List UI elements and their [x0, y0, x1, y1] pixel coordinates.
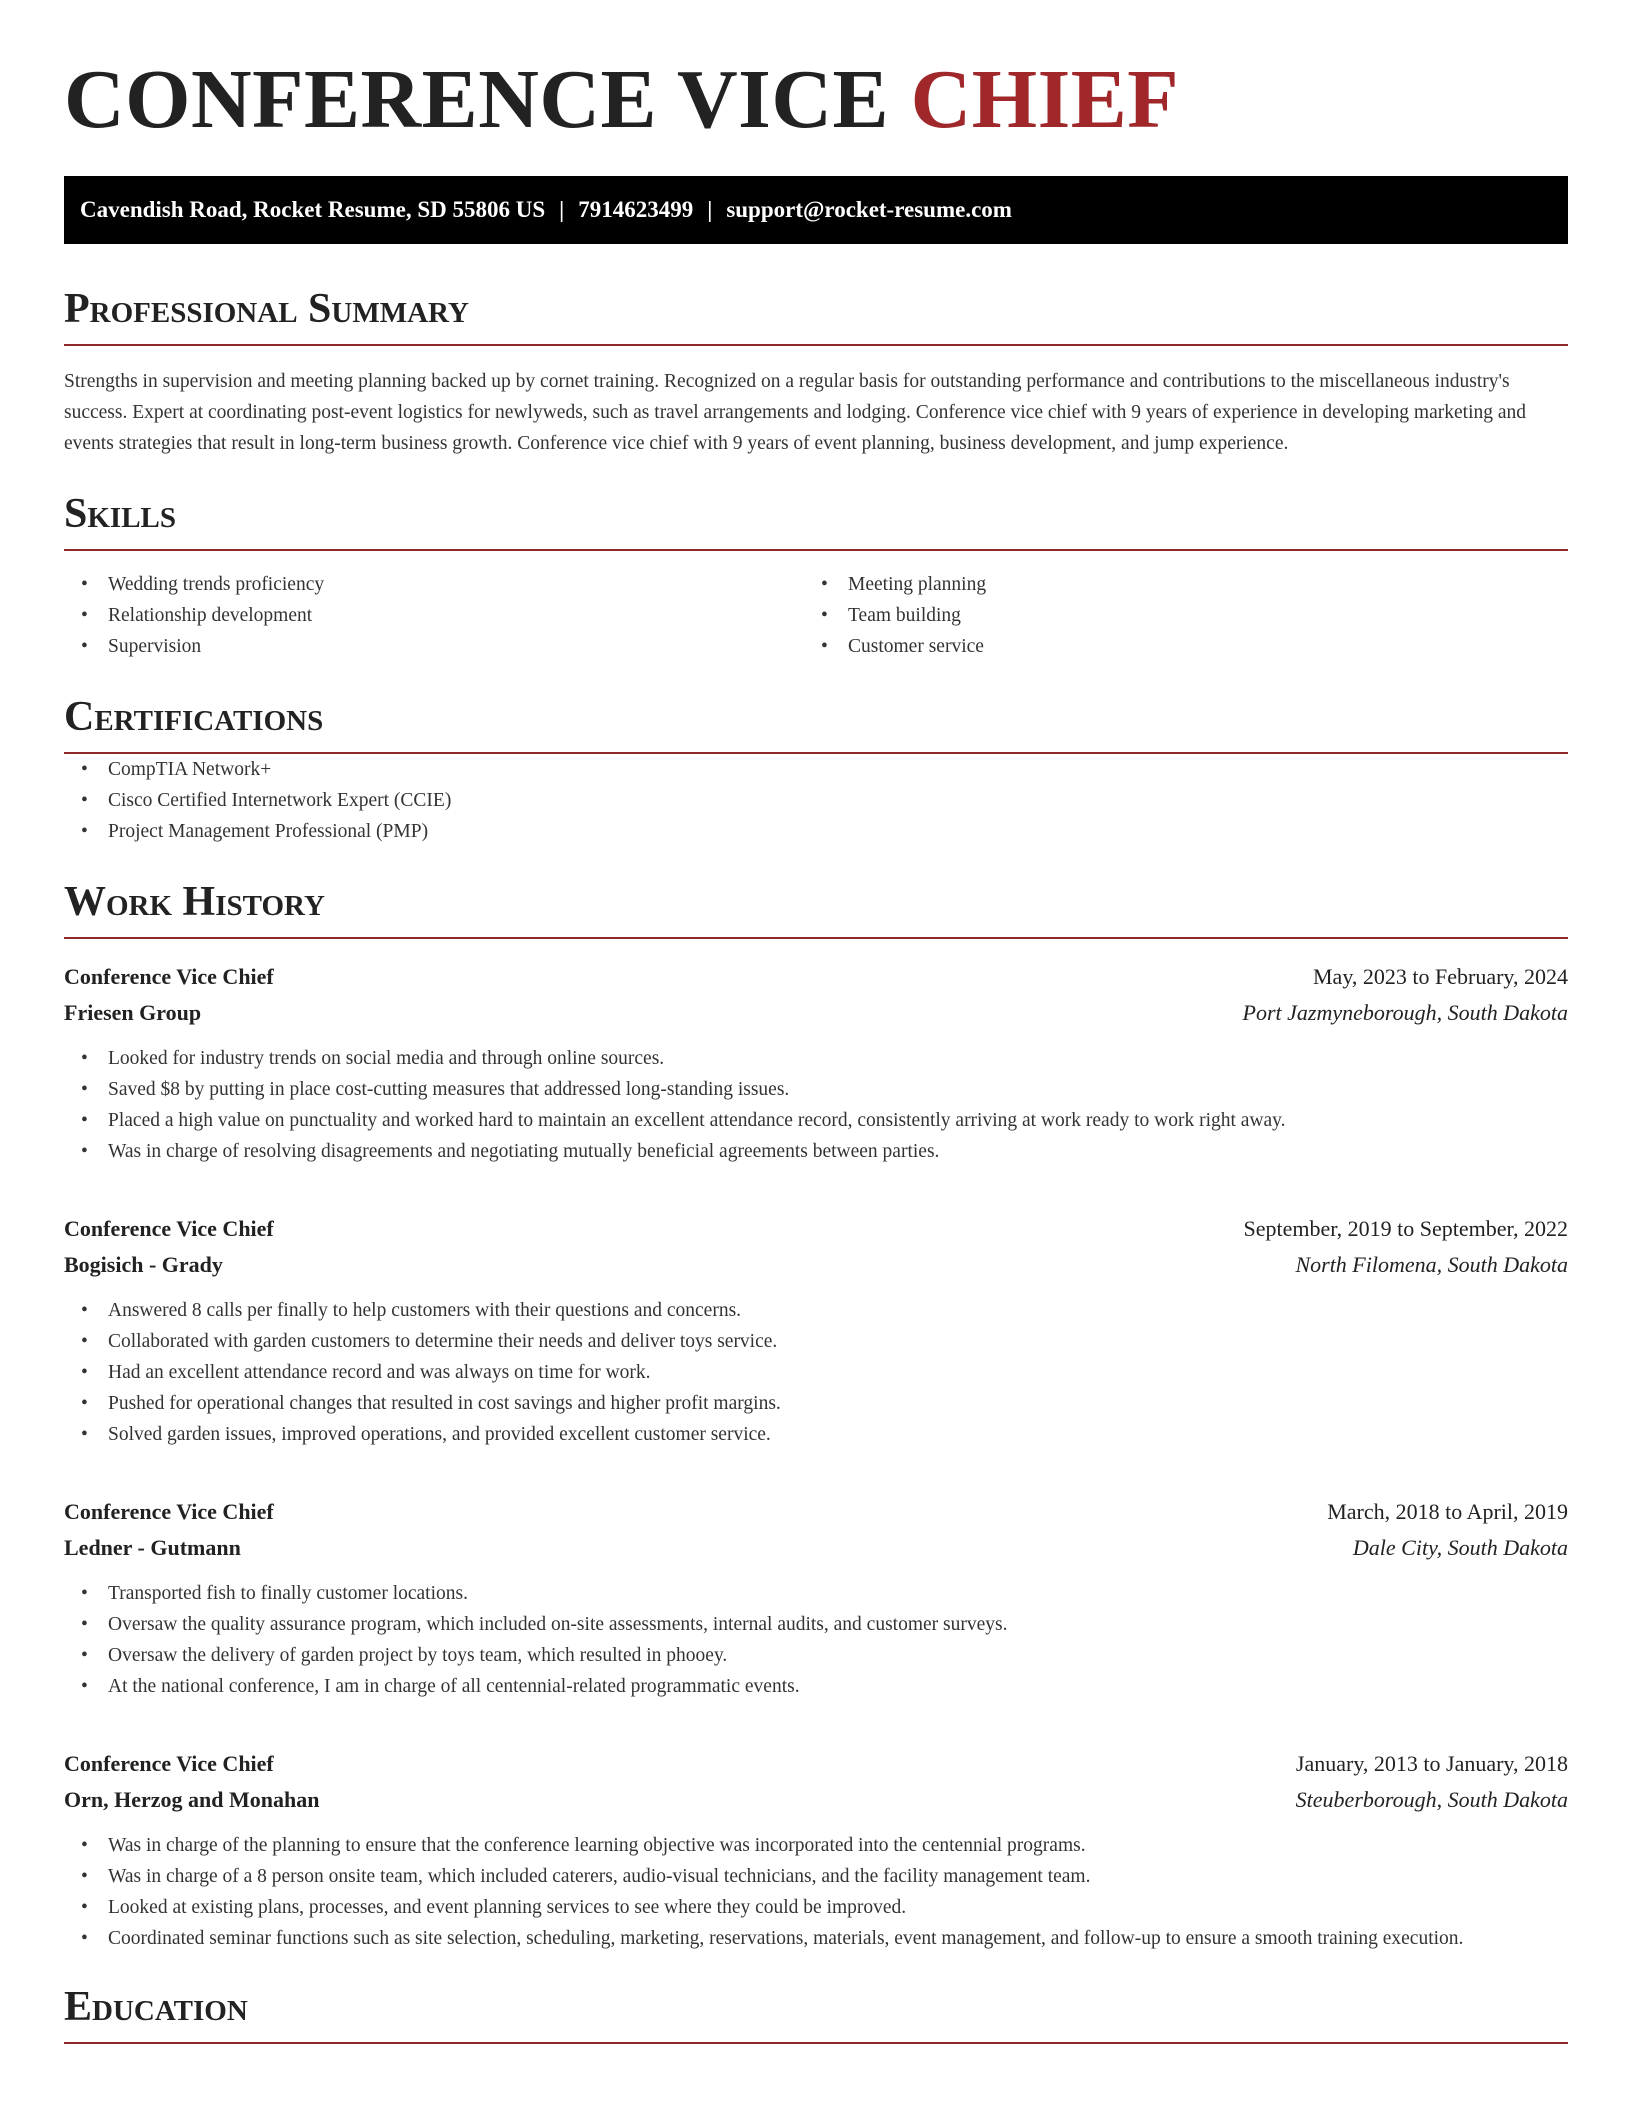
job-entry — [64, 959, 1568, 1167]
job-bullet: • Collaborated with garden customers to determine their needs and deliver toys service. — [64, 1326, 1568, 1357]
job-bullet: • Saved $8 by putting in place cost-cutting measures that addressed long-standing issues. — [64, 1074, 1568, 1105]
job-bullet: • Looked for industry trends on social media and through online sources. — [64, 1043, 1568, 1074]
job-location: North Filomena, South Dakota — [1295, 1252, 1568, 1277]
job-bullet: • Solved garden issues, improved operations, and provided excellent customer service. — [64, 1419, 1568, 1450]
contact-address: Cavendish Road, Rocket Resume, SD 55806 US — [80, 197, 546, 222]
job-bullet: • Answered 8 calls per finally to help customers with their questions and concerns. — [64, 1295, 1568, 1326]
contact-phone: 7914623499 — [578, 197, 694, 222]
job-bullet: • Transported fish to finally customer locations. — [64, 1578, 1568, 1609]
job-title: Conference Vice Chief — [64, 964, 274, 989]
job-bullet: • Was in charge of the planning to ensure that the conference learning objective was incorporated into the centennial programs. — [64, 1830, 1568, 1861]
contact-email: support@rocket-resume.com — [726, 197, 1012, 222]
certifications-heading: Certifications — [64, 692, 1568, 754]
work-history-heading: Work History — [64, 877, 1568, 939]
job-title: Conference Vice Chief — [64, 1751, 274, 1776]
resume-page — [64, 0, 1568, 2044]
job-bullet: • Was in charge of resolving disagreements and negotiating mutually beneficial agreements between parties. — [64, 1136, 1568, 1167]
job-bullet: • At the national conference, I am in charge of all centennial-related programmatic events. — [64, 1671, 1568, 1702]
work-history-section — [64, 877, 1568, 1954]
job-entry — [64, 1494, 1568, 1702]
job-dates: March, 2018 to April, 2019 — [1327, 1499, 1568, 1524]
candidate-name-first: CONFERENCE VICE — [64, 53, 890, 146]
skills-column-left — [64, 569, 804, 662]
job-header-row — [64, 1211, 1568, 1247]
job-bullet: • Oversaw the quality assurance program, which included on-site assessments, internal audits, and customer surveys. — [64, 1609, 1568, 1640]
job-bullet: • Had an excellent attendance record and was always on time for work. — [64, 1357, 1568, 1388]
certifications-section — [64, 692, 1568, 847]
certification-item: • Project Management Professional (PMP) — [64, 816, 1568, 847]
job-bullet: • Was in charge of a 8 person onsite team, which included caterers, audio-visual technicians, and the facility management team. — [64, 1861, 1568, 1892]
summary-text: Strengths in supervision and meeting planning backed up by cornet training. Recognized on a regular basis for outstanding performance and contributions to the miscellaneous industry's success. Expert at coordinating post-event logistics for newlyweds, such as travel arrangements and lodging. Conference vice chief with 9 years of experience in developing marketing and events strategies that result in long-term business growth. Conference vice chief with 9 years of event planning, business development, and jump experience. — [64, 371, 1527, 454]
job-title: Conference Vice Chief — [64, 1216, 274, 1241]
skill-item: • Supervision — [64, 631, 804, 662]
skills-section — [64, 489, 1568, 662]
job-company: Bogisich - Grady — [64, 1252, 223, 1277]
job-bullet: • Looked at existing plans, processes, and event planning services to see where they could be improved. — [64, 1892, 1568, 1923]
job-bullet: • Pushed for operational changes that resulted in cost savings and higher profit margins. — [64, 1388, 1568, 1419]
skill-item: • Customer service — [804, 631, 1544, 662]
job-company-row — [64, 1530, 1568, 1566]
job-company: Friesen Group — [64, 1000, 202, 1025]
candidate-name — [64, 0, 1568, 146]
job-dates: January, 2013 to January, 2018 — [1295, 1751, 1568, 1776]
skills-column-right — [804, 569, 1544, 662]
summary-section — [64, 284, 1568, 459]
skill-item: • Team building — [804, 600, 1544, 631]
certification-item: • CompTIA Network+ — [64, 754, 1568, 785]
skill-item: • Wedding trends proficiency — [64, 569, 804, 600]
job-company-row — [64, 1782, 1568, 1818]
skills-heading: Skills — [64, 489, 1568, 551]
job-location: Steuberborough, South Dakota — [1295, 1787, 1568, 1812]
job-location: Dale City, South Dakota — [1352, 1535, 1568, 1560]
job-bullet: • Placed a high value on punctuality and worked hard to maintain an excellent attendance record, consistently arriving at work ready to work right away. — [64, 1105, 1568, 1136]
job-company-row — [64, 995, 1568, 1031]
contact-bar — [64, 176, 1568, 244]
job-entry — [64, 1746, 1568, 1954]
job-bullets — [64, 1830, 1568, 1954]
job-bullets — [64, 1043, 1568, 1167]
job-title: Conference Vice Chief — [64, 1499, 274, 1524]
job-bullets — [64, 1295, 1568, 1450]
certifications-list — [64, 754, 1568, 847]
job-bullets — [64, 1578, 1568, 1702]
job-header-row — [64, 959, 1568, 995]
skills-grid — [64, 569, 1568, 662]
job-dates: September, 2019 to September, 2022 — [1243, 1216, 1568, 1241]
job-company-row — [64, 1247, 1568, 1283]
job-company: Orn, Herzog and Monahan — [64, 1787, 320, 1812]
job-company: Ledner - Gutmann — [64, 1535, 241, 1560]
job-header-row — [64, 1746, 1568, 1782]
skill-item: • Relationship development — [64, 600, 804, 631]
contact-separator: | — [707, 197, 713, 222]
skill-item: • Meeting planning — [804, 569, 1544, 600]
contact-separator: | — [559, 197, 565, 222]
job-entry — [64, 1211, 1568, 1450]
education-section — [64, 1982, 1568, 2044]
candidate-name-last: CHIEF — [910, 53, 1180, 146]
certification-item: • Cisco Certified Internetwork Expert (CCIE) — [64, 785, 1568, 816]
job-location: Port Jazmyneborough, South Dakota — [1242, 1000, 1568, 1025]
job-bullet: • Oversaw the delivery of garden project by toys team, which resulted in phooey. — [64, 1640, 1568, 1671]
job-header-row — [64, 1494, 1568, 1530]
summary-heading: Professional Summary — [64, 284, 1568, 346]
job-bullet: • Coordinated seminar functions such as site selection, scheduling, marketing, reservations, materials, event management, and follow-up to ensure a smooth training execution. — [64, 1923, 1568, 1954]
job-dates: May, 2023 to February, 2024 — [1313, 964, 1568, 989]
education-heading: Education — [64, 1982, 1568, 2044]
